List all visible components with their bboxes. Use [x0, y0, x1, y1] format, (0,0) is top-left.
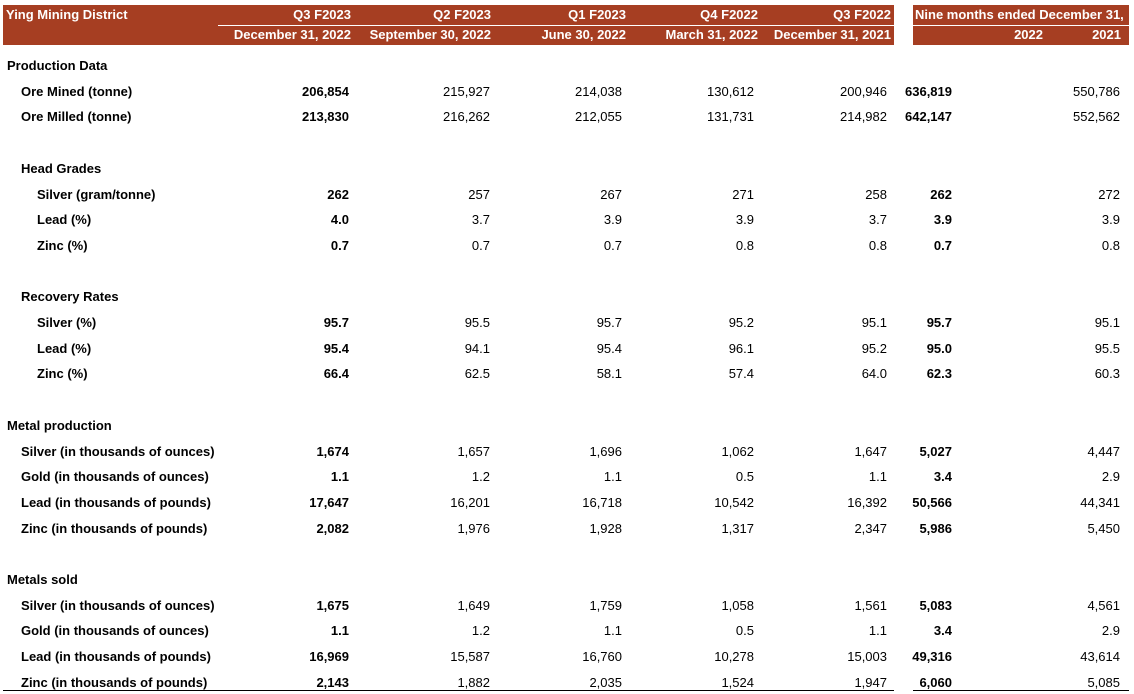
row-value: 0.8: [735, 237, 754, 253]
row-value: 1,649: [457, 597, 490, 613]
row-value: 5,450: [1087, 520, 1120, 536]
quarter-label-3: Q4 F2022: [700, 7, 758, 22]
row-value: 58.1: [596, 366, 622, 382]
row-value: 95.4: [323, 340, 349, 356]
table-row: [0, 107, 1134, 127]
row-label: Production Data: [7, 58, 108, 73]
row-value: 16,718: [582, 494, 622, 510]
row-value: 50,566: [912, 494, 952, 510]
row-value: 212,055: [575, 109, 622, 125]
header-row-nine-months: [913, 5, 1129, 25]
row-value: 16,969: [309, 649, 349, 665]
row-value: 1,062: [721, 443, 754, 459]
row-value: 95.1: [1094, 315, 1120, 330]
row-value: 3.4: [933, 469, 952, 485]
row-value: 1,675: [316, 597, 349, 613]
row-value: 15,003: [847, 649, 887, 665]
row-value: 267: [600, 186, 622, 202]
row-value: 1,058: [721, 597, 754, 613]
row-value: 1.1: [330, 469, 349, 485]
row-label: Recovery Rates: [21, 289, 119, 305]
row-value: 1,947: [854, 674, 887, 690]
row-value: 206,854: [302, 83, 349, 99]
table-row: [0, 313, 1134, 333]
row-value: 1.2: [471, 469, 490, 485]
row-value: 95.7: [596, 315, 622, 330]
row-value: 2.9: [1101, 469, 1120, 485]
row-value: 64.0: [861, 366, 887, 382]
row-value: 271: [732, 186, 754, 202]
row-label: Ore Milled (tonne): [21, 109, 132, 125]
row-value: 0.7: [471, 237, 490, 253]
row-value: 1,928: [589, 520, 622, 536]
quarter-date-3: March 31, 2022: [665, 27, 758, 42]
row-label: Gold (in thousands of ounces): [21, 623, 209, 639]
row-value: 1,976: [457, 520, 490, 536]
row-value: 94.1: [464, 340, 490, 356]
row-value: 0.7: [603, 237, 622, 253]
row-value: 95.4: [596, 340, 622, 356]
row-value: 1,317: [721, 520, 754, 536]
row-label: Ore Mined (tonne): [21, 83, 133, 99]
row-label: Lead (in thousands of pounds): [21, 649, 211, 665]
table-row: [0, 133, 1134, 153]
row-value: 0.7: [933, 237, 952, 253]
row-value: 200,946: [840, 83, 887, 99]
table-row: [0, 416, 1134, 436]
row-value: 3.7: [471, 212, 490, 228]
header-row-quarters: [3, 5, 894, 25]
row-value: 1.1: [868, 469, 887, 485]
row-value: 43,614: [1080, 649, 1120, 665]
row-value: 44,341: [1080, 494, 1120, 510]
row-value: 2,143: [316, 674, 349, 690]
table-row: [0, 442, 1134, 462]
row-value: 0.7: [330, 237, 349, 253]
row-value: 1.1: [330, 623, 349, 639]
nine-months-header-band: [913, 5, 1129, 45]
row-value: 636,819: [905, 83, 952, 99]
nine-months-label: Nine months ended December 31,: [915, 7, 1124, 22]
row-value: 60.3: [1094, 366, 1120, 382]
row-value: 1,882: [457, 674, 490, 690]
row-value: 2,082: [316, 520, 349, 536]
row-value: 5,027: [919, 443, 952, 459]
table-title: Ying Mining District: [6, 7, 128, 22]
row-label: Metals sold: [7, 572, 78, 587]
row-value: 95.7: [323, 315, 349, 330]
row-value: 214,038: [575, 83, 622, 99]
row-value: 96.1: [728, 340, 754, 356]
row-value: 95.2: [861, 340, 887, 356]
row-value: 550,786: [1073, 83, 1120, 99]
row-value: 1,657: [457, 443, 490, 459]
table-row: [0, 467, 1134, 487]
row-value: 131,731: [707, 109, 754, 125]
table-row: [0, 519, 1134, 539]
year-label-1: 2021: [1092, 27, 1121, 42]
row-label: Silver (%): [37, 315, 97, 330]
row-label: Metal production: [7, 417, 112, 433]
row-value: 10,542: [714, 494, 754, 510]
row-value: 552,562: [1073, 109, 1120, 125]
row-value: 95.2: [728, 315, 754, 330]
row-label: Silver (in thousands of ounces): [21, 597, 215, 613]
row-value: 0.5: [735, 623, 754, 639]
table-row: [0, 390, 1134, 410]
row-value: 130,612: [707, 83, 754, 99]
row-value: 1.1: [603, 623, 622, 639]
row-value: 3.4: [933, 623, 952, 639]
table-row: [0, 262, 1134, 282]
year-label-0: 2022: [1014, 27, 1043, 42]
row-value: 95.0: [926, 340, 952, 356]
row-value: 5,085: [1087, 674, 1120, 690]
row-value: 262: [930, 186, 952, 202]
row-value: 3.9: [735, 212, 754, 228]
table-row: [0, 493, 1134, 513]
row-label: Silver (in thousands of ounces): [21, 443, 215, 459]
table-row: [0, 647, 1134, 667]
table-row: [0, 287, 1134, 307]
row-value: 4.0: [330, 212, 349, 228]
row-value: 16,392: [847, 494, 887, 510]
header-row-years: [913, 25, 1129, 45]
row-value: 62.3: [926, 366, 952, 382]
table-row: [0, 544, 1134, 564]
table-row: [0, 185, 1134, 205]
row-value: 272: [1098, 186, 1120, 202]
row-label: Silver (gram/tonne): [37, 186, 156, 202]
table-row: [0, 621, 1134, 641]
row-value: 262: [327, 186, 349, 202]
quarter-label-2: Q1 F2023: [568, 7, 626, 22]
row-value: 0.8: [1101, 237, 1120, 253]
row-value: 1,696: [589, 443, 622, 459]
row-label: Head Grades: [21, 160, 102, 176]
row-value: 66.4: [323, 366, 349, 382]
table-row: [0, 56, 1134, 76]
row-label: Zinc (%): [37, 237, 88, 253]
row-value: 215,927: [443, 83, 490, 99]
table-row: [0, 236, 1134, 256]
row-value: 6,060: [919, 674, 952, 690]
row-value: 1,524: [721, 674, 754, 690]
header-row-dates: [3, 25, 894, 45]
row-value: 214,982: [840, 109, 887, 125]
table-row: [0, 82, 1134, 102]
row-value: 4,561: [1087, 597, 1120, 613]
row-label: Lead (%): [37, 340, 92, 356]
row-value: 95.7: [926, 315, 952, 330]
row-value: 95.5: [1094, 340, 1120, 356]
row-value: 3.7: [868, 212, 887, 228]
quarter-label-4: Q3 F2022: [833, 7, 891, 22]
row-value: 216,262: [443, 109, 490, 125]
bottom-rule-nine-months: [913, 690, 1129, 691]
bottom-rule-quarters: [3, 690, 894, 691]
table-row: [0, 570, 1134, 590]
quarter-date-0: December 31, 2022: [233, 27, 351, 42]
row-value: 1,759: [589, 597, 622, 613]
row-value: 16,760: [582, 649, 622, 665]
row-value: 95.1: [861, 315, 887, 330]
row-value: 1.1: [603, 469, 622, 485]
row-value: 10,278: [714, 649, 754, 665]
row-value: 3.9: [1101, 212, 1120, 228]
row-value: 213,830: [302, 109, 349, 125]
row-value: 5,083: [919, 597, 952, 613]
row-label: Lead (%): [37, 212, 92, 228]
row-value: 15,587: [450, 649, 490, 665]
row-value: 2,035: [589, 674, 622, 690]
table-row: [0, 210, 1134, 230]
row-value: 1,561: [854, 597, 887, 613]
quarter-date-2: June 30, 2022: [541, 27, 626, 42]
row-value: 3.9: [933, 212, 952, 228]
row-value: 5,986: [919, 520, 952, 536]
row-value: 57.4: [728, 366, 754, 382]
quarter-label-0: Q3 F2023: [293, 7, 351, 22]
row-label: Gold (in thousands of ounces): [21, 469, 209, 485]
row-value: 95.5: [464, 315, 490, 330]
row-value: 17,647: [309, 494, 349, 510]
row-label: Zinc (%): [37, 366, 88, 382]
table-row: [0, 159, 1134, 179]
table-row: [0, 596, 1134, 616]
row-value: 0.5: [735, 469, 754, 485]
row-value: 1,674: [316, 443, 349, 459]
row-value: 16,201: [450, 494, 490, 510]
quarter-label-1: Q2 F2023: [433, 7, 491, 22]
row-value: 49,316: [912, 649, 952, 665]
row-value: 62.5: [464, 366, 490, 382]
row-value: 642,147: [905, 109, 952, 125]
row-value: 2.9: [1101, 623, 1120, 639]
quarter-date-1: September 30, 2022: [369, 27, 491, 42]
row-label: Zinc (in thousands of pounds): [21, 674, 208, 690]
quarterly-header-band: [3, 5, 894, 45]
row-value: 258: [865, 186, 887, 202]
row-label: Lead (in thousands of pounds): [21, 494, 211, 510]
row-label: Zinc (in thousands of pounds): [21, 520, 208, 536]
row-value: 1,647: [854, 443, 887, 459]
row-value: 0.8: [868, 237, 887, 253]
table-row: [0, 339, 1134, 359]
row-value: 1.2: [471, 623, 490, 639]
table-row: [0, 364, 1134, 384]
row-value: 4,447: [1087, 443, 1120, 459]
row-value: 3.9: [603, 212, 622, 228]
row-value: 257: [468, 186, 490, 202]
row-value: 1.1: [868, 623, 887, 639]
quarter-date-4: December 31, 2021: [773, 27, 891, 42]
row-value: 2,347: [854, 520, 887, 536]
